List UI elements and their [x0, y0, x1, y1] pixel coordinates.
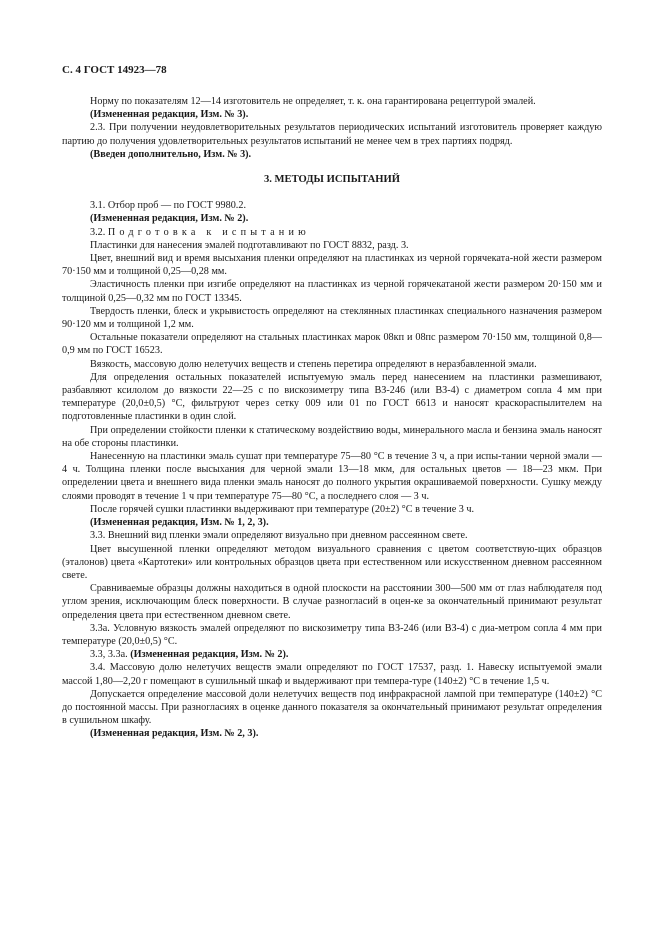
clause-number: 3.2. — [90, 226, 106, 238]
subsection-heading — [62, 226, 602, 239]
paragraph: 3.3а. Условную вязкость эмалей определяют по вискозиметру типа ВЗ-246 (или ВЗ-4) с диа-метром сопла 4 мм при температуре (20,0±0,5) °С. — [62, 622, 602, 647]
paragraph: Нанесенную на пластинки эмаль сушат при температуре 75—80 °С в течение 3 ч, а при испы-тании черной эмали — 4 ч. Толщина пленки после высыхания для черной эмали 13—18 мкм, для остальных цветов — 18—23 мкм. При определении цвета и внешнего вида пленки эмаль наносят до полного укрытия окрашиваемой поверхности. Сушку между слоями проводят в течение 1 ч при температуре 75—80 °С, а последнего слоя — 3 ч. — [62, 451, 602, 502]
paragraph: После горячей сушки пластинки выдерживают при температуре (20±2) °С в течение 3 ч. — [90, 503, 475, 515]
paragraph: Для определения остальных показателей испытуемую эмаль перед нанесением на пластинки размешивают, разбавляют ксилолом до вязкости 22—25 с по вискозиметру типа ВЗ-246 (или ВЗ-4) с диаметром сопла 4 мм при температуре (20,0±0,5) °С, фильтруют через сетку 009 или 01 по ГОСТ 6613 и наносят краскораспылителем на подготовленные пластинки в один слой. — [62, 371, 602, 423]
paragraph: Вязкость, массовую долю нелетучих веществ и степень перетира определяют в неразбавленной эмали. — [90, 358, 537, 370]
paragraph: При определении стойкости пленки к статическому воздействию воды, минерального масла и бензина эмаль наносят на обе стороны пластинки. — [62, 424, 602, 449]
section-title: 3. МЕТОДЫ ИСПЫТАНИЙ — [263, 174, 401, 186]
paragraph: Цвет, внешний вид и время высыхания пленки определяют на пластинках из черной горячеката-ной жести размером 70·150 мм и толщиной 0,25—0,28 мм. — [62, 253, 602, 278]
paragraph: Пластинки для нанесения эмалей подготавливают по ГОСТ 8832, разд. 3. — [90, 239, 409, 251]
amendment-note: (Измененная редакция, Изм. № 2). — [90, 213, 249, 225]
paragraph: Сравниваемые образцы должны находиться в одной плоскости на расстоянии 300—500 мм от глаз наблюдателя под углом зрения, исключающим блеск поверхности. В случае разногласий в оцен-ке за окончательный принимают результат определения цвета при естественном дневном свете. — [62, 583, 602, 621]
paragraph: Твердость пленки, блеск и укрывистость определяют на стеклянных пластинках специального назначения размером 90·120 мм и толщиной 1,2 мм. — [62, 305, 602, 331]
page-header: С. 4 ГОСТ 14923—78 — [62, 64, 167, 76]
paragraph: 3.4. Массовую долю нелетучих веществ эмали определяют по ГОСТ 17537, разд. 1. Навеску испытуемой эмали массой 1,80—2,20 г помещают в сушильный шкаф и выдерживают при темпера-туре (140±2) °С в течение 1,5 ч. — [62, 662, 602, 687]
paragraph: 2.3. При получении неудовлетворительных результатов периодических испытаний изготовитель проверяет каждую партию до получения удовлетворительных результатов испытаний не менее чем в трех партиях подряд. — [62, 122, 602, 147]
paragraph: 3.1. Отбор проб — по ГОСТ 9980.2. — [90, 200, 246, 212]
paragraph: Норму по показателям 12—14 изготовитель не определяет, т. к. она гарантирована рецептурой эмалей. — [90, 96, 536, 107]
amendment-note: (Измененная редакция, Изм. № 2). — [130, 649, 289, 661]
paragraph: Эластичность пленки при изгибе определяют на пластинках из черной горячекатаной жести размером 20·150 мм и толщиной 0,25—0,32 мм по ГОСТ 13345. — [62, 279, 602, 304]
paragraph: Цвет высушенной пленки определяют методом визуального сравнения с цветом соответствую-щих образцов (эталонов) цвета «Картотеки» или контрольных образцов цвета при естественном или искусственном дневном рассеянном свете. — [62, 543, 602, 581]
paragraph: Остальные показатели определяют на стальных пластинках марок 08кп и 08пс размером 70·150 мм, толщиной 0,8—0,9 мм по ГОСТ 16523. — [62, 332, 602, 357]
paragraph: Допускается определение массовой доли нелетучих веществ под инфракрасной лампой при температуре (140±2) °С до постоянной массы. При разногласиях в оценке данного показателя за окончательный принимают результат определения в сушильном шкафу. — [62, 688, 602, 727]
amendment-note: (Измененная редакция, Изм. № 3). — [90, 109, 249, 121]
paragraph: 3.3. Внешний вид пленки эмали определяют визуально при дневном рассеянном свете. — [90, 530, 468, 542]
amendment-note: (Введен дополнительно, Изм. № 3). — [90, 148, 252, 160]
document-body — [62, 95, 602, 741]
amendment-note: (Измененная редакция, Изм. № 2, 3). — [90, 728, 259, 740]
clause-numbers: 3.3, 3.3а. — [90, 649, 128, 661]
amendment-line — [62, 648, 602, 661]
amendment-note: (Измененная редакция, Изм. № 1, 2, 3). — [90, 517, 269, 529]
spaced-heading: Подготовка к испытанию — [107, 226, 310, 238]
